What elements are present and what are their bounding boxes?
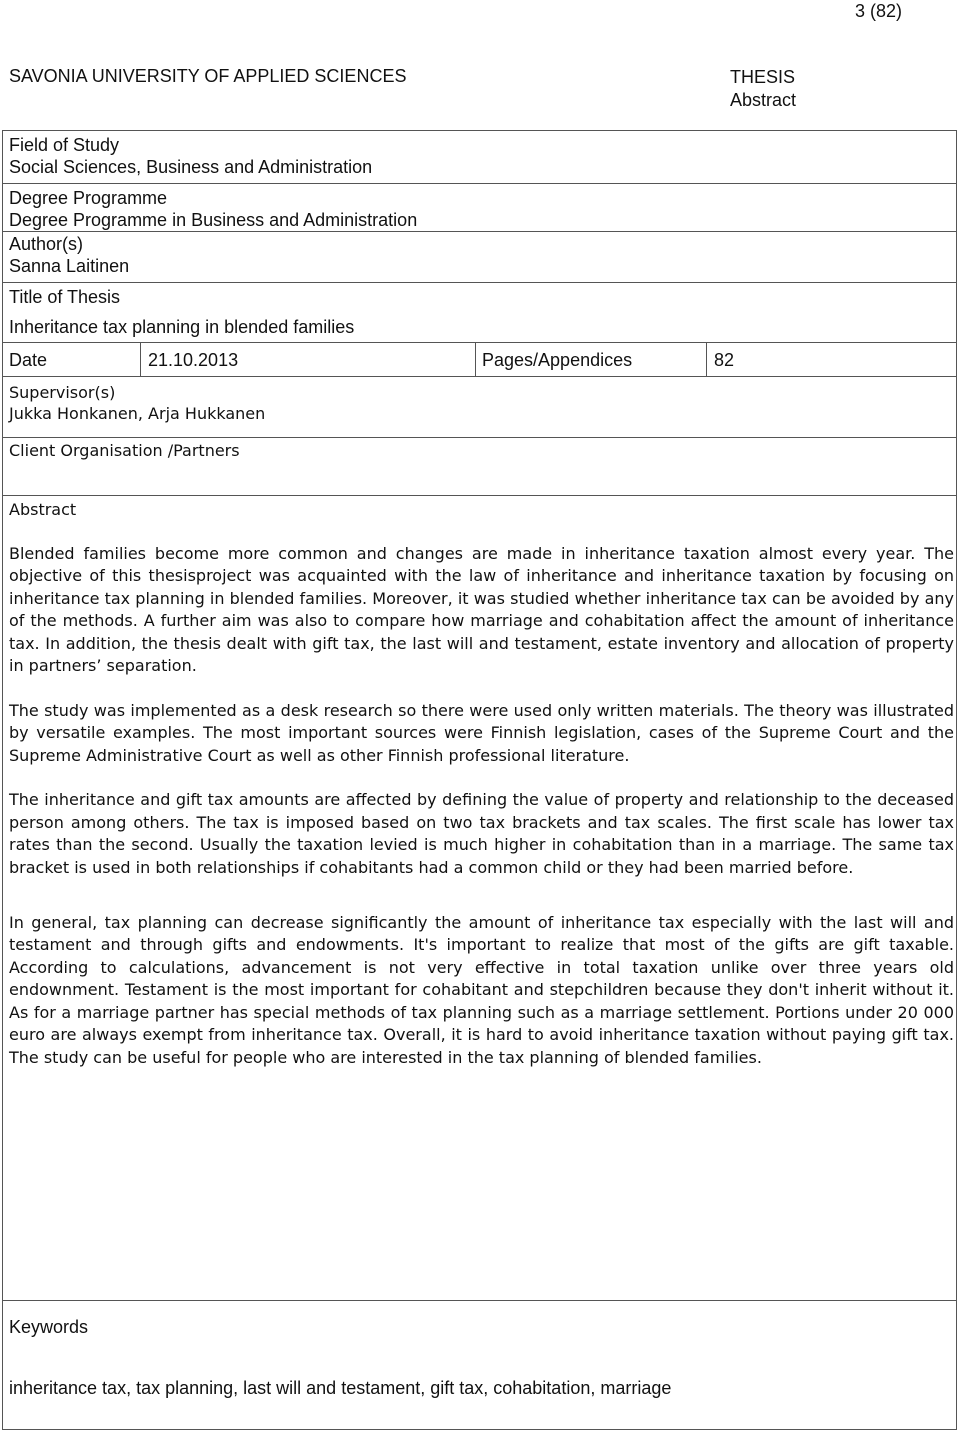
abstract-label: Abstract <box>9 500 77 519</box>
document-type-label: THESIS <box>730 67 796 87</box>
row-divider <box>2 495 957 496</box>
row-divider <box>2 1300 957 1301</box>
thesis-title-label: Title of Thesis <box>9 287 121 307</box>
document-subtype-label: Abstract <box>730 90 797 110</box>
row-divider <box>2 183 957 184</box>
field-of-study-value: Social Sciences, Business and Administration <box>9 157 373 177</box>
degree-programme-label: Degree Programme <box>9 188 168 208</box>
date-value: 21.10.2013 <box>148 350 239 370</box>
row-divider <box>2 342 957 343</box>
column-divider <box>475 342 476 376</box>
field-of-study-label: Field of Study <box>9 135 120 155</box>
supervisors-value: Jukka Honkanen, Arja Hukkanen <box>9 404 266 423</box>
keywords-value: inheritance tax, tax planning, last will and testament, gift tax, cohabitation, marriage <box>9 1378 672 1398</box>
pages-label: Pages/Appendices <box>482 350 633 370</box>
row-divider <box>2 282 957 283</box>
abstract-paragraph: Blended families become more common and changes are made in inheritance taxation almost every year. The objective of this thesisproject was acquainted with the law of inheritance and inheritance taxation by focusing on inheritance tax planning in blended families. Moreover, it was studied whether inheritance tax can be avoided by any of the methods. A further aim was also to compare how marriage and cohabitation affect the amount of inheritance tax. In addition, the thesis dealt with gift tax, the last will and testament, estate inventory and allocation of property in partners’ separation. <box>9 544 954 676</box>
abstract-paragraph: In general, tax planning can decrease significantly the amount of inheritance tax especially with the last will and testament and through gifts and endowments. It's important to realize that most of the gifts are gift taxable. According to calculations, advancement is not very effective in total taxation unlike over three years old endownment. Testament is the most important for cohabitant and stepchildren because they don't inherit without it. As for a marriage partner has special methods of tax planning such as a marriage settlement. Portions under 20 000 euro are always exempt from inheritance tax. Overall, it is hard to avoid inheritance taxation without paying gift tax. The study can be useful for people who are interested in the tax planning of blended families. <box>9 913 954 1067</box>
column-divider <box>706 342 707 376</box>
authors-label: Author(s) <box>9 234 84 254</box>
authors-value: Sanna Laitinen <box>9 256 130 276</box>
date-label: Date <box>9 350 48 370</box>
client-organisation-label: Client Organisation /Partners <box>9 441 240 460</box>
pages-value: 82 <box>714 350 735 370</box>
keywords-label: Keywords <box>9 1317 89 1337</box>
row-divider <box>2 376 957 377</box>
degree-programme-value: Degree Programme in Business and Administration <box>9 210 418 230</box>
page-number: 3 (82) <box>854 1 902 21</box>
supervisors-label: Supervisor(s) <box>9 383 116 402</box>
institution-name: SAVONIA UNIVERSITY OF APPLIED SCIENCES <box>9 66 407 86</box>
document-type <box>730 66 796 112</box>
row-divider <box>2 437 957 438</box>
thesis-title-value: Inheritance tax planning in blended families <box>9 317 355 337</box>
column-divider <box>140 342 141 376</box>
abstract-paragraph: The inheritance and gift tax amounts are affected by defining the value of property and relationship to the deceased person among others. The tax is imposed based on two tax brackets and tax scales. The first scale has lower tax rates than the second. Usually the taxation levied is much higher in cohabitation than in a marriage. The same tax bracket is used in both relationships if cohabitants had a common child or they had been married before. <box>9 790 954 877</box>
abstract-paragraph: The study was implemented as a desk research so there were used only written materials. The theory was illustrated by versatile examples. The most important sources were Finnish legislation, cases of the Supreme Court and the Supreme Administrative Court as well as other Finnish professional literature. <box>9 700 954 765</box>
abstract-body <box>9 543 954 1091</box>
